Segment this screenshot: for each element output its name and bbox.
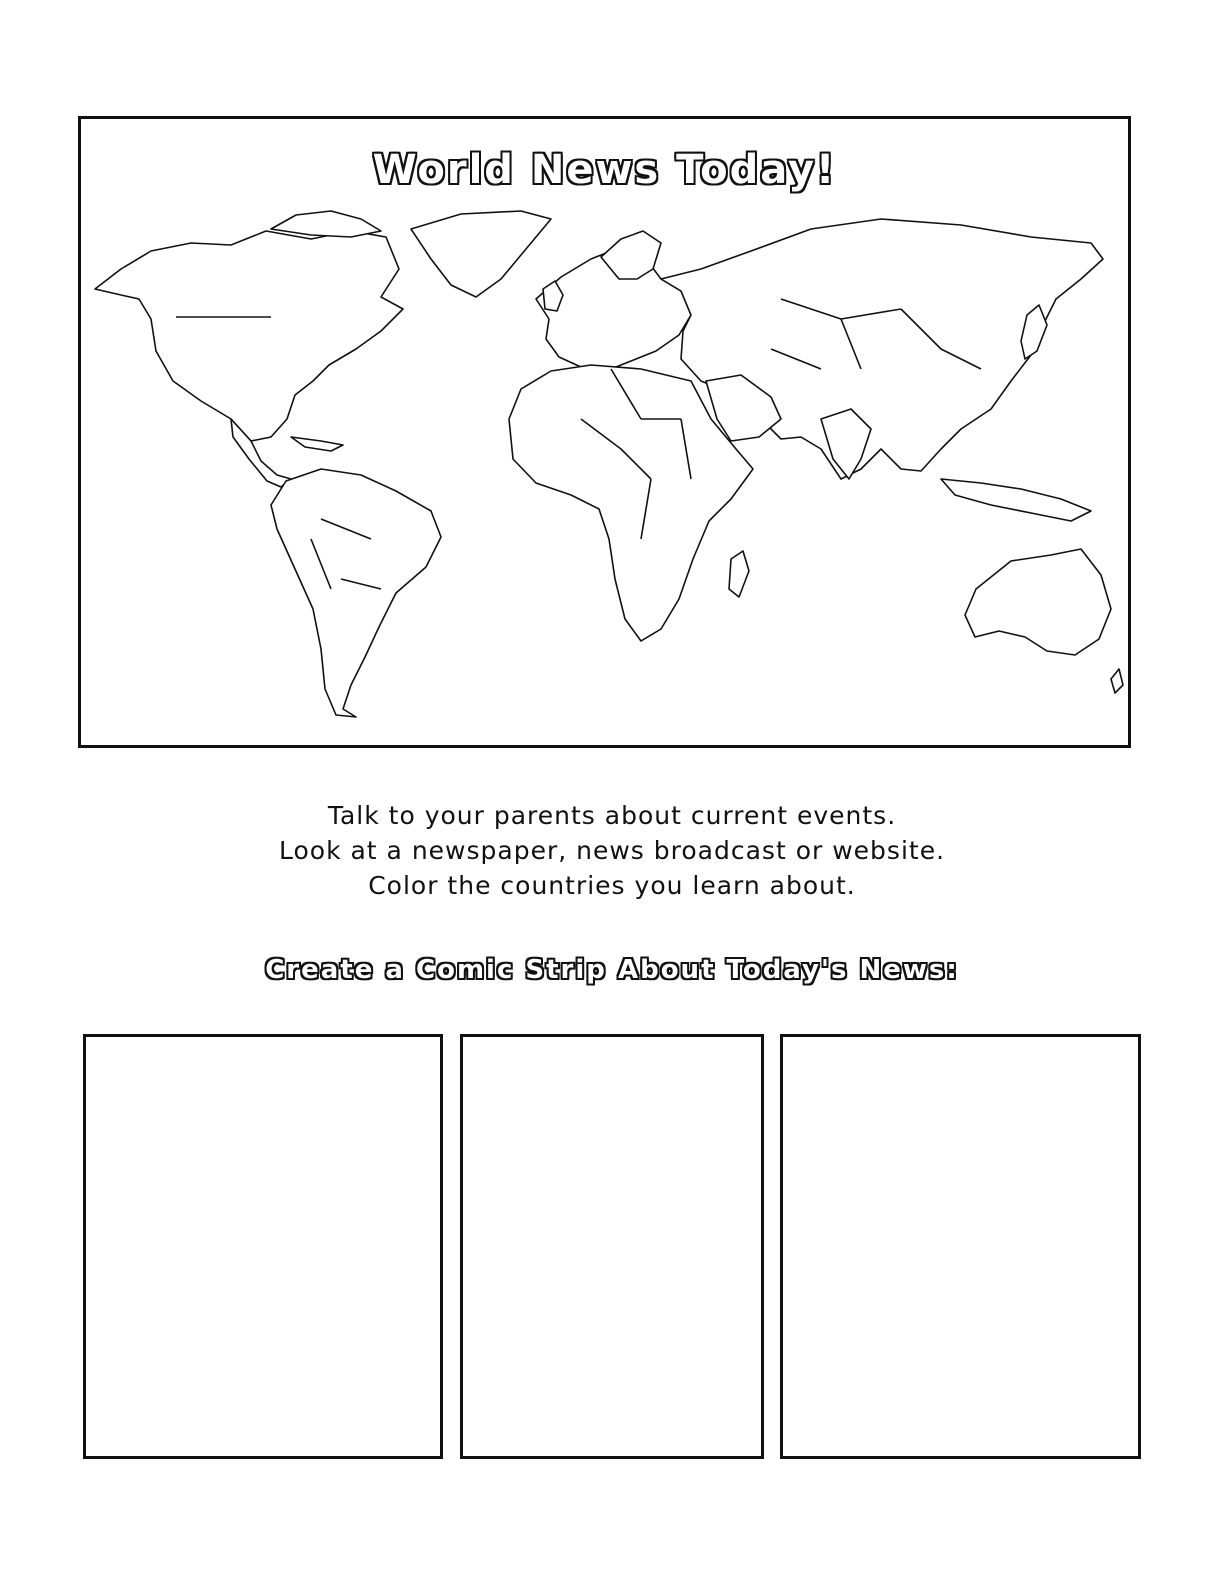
- southeast-asia-islands-outline: [941, 479, 1091, 521]
- instructions: [0, 798, 1224, 903]
- instruction-line: Talk to your parents about current events.: [327, 801, 897, 830]
- instruction-line: Color the countries you learn about.: [368, 871, 856, 900]
- world-map-frame: [78, 116, 1131, 748]
- caribbean-outline: [291, 437, 343, 451]
- world-outline-map: [81, 119, 1128, 745]
- comic-strip-heading: Create a Comic Strip About Today's News:: [265, 955, 959, 985]
- madagascar-outline: [729, 551, 749, 597]
- greenland-outline: [411, 211, 551, 297]
- comic-panel-2[interactable]: [460, 1034, 764, 1459]
- instruction-line: Look at a newspaper, news broadcast or website.: [278, 836, 946, 865]
- comic-panel-3[interactable]: [780, 1034, 1141, 1459]
- south-america-outline: [271, 469, 441, 717]
- canadian-islands-outline: [271, 211, 381, 237]
- north-america-outline: [95, 231, 403, 441]
- new-zealand-outline: [1111, 669, 1123, 693]
- comic-panel-1[interactable]: [83, 1034, 443, 1459]
- map-title: World News Today!: [372, 147, 837, 193]
- australia-outline: [965, 549, 1111, 655]
